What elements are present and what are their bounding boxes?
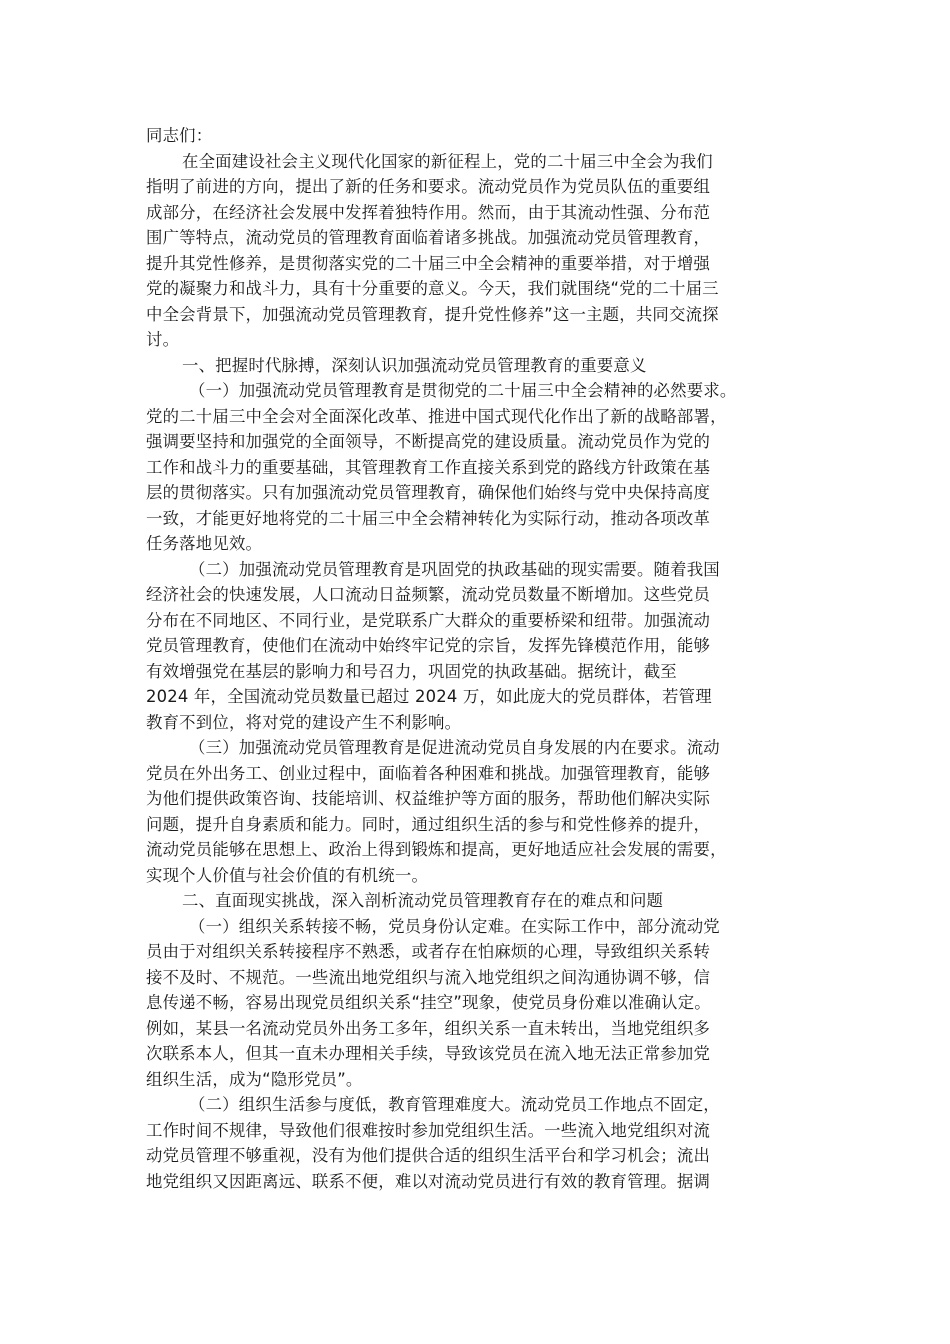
text-line: 流动党员能够在思想上、政治上得到锻炼和提高，更好地适应社会发展的需要， <box>146 840 727 859</box>
text-line: 围广等特点，流动党员的管理教育面临着诸多挑战。加强流动党员管理教育， <box>146 228 711 247</box>
text-line: 次联系本人，但其一直未办理相关手续，导致该党员在流入地无法正常参加党 <box>146 1044 711 1063</box>
text-line: 例如，某县一名流动党员外出务工多年，组织关系一直未转出，当地党组织多 <box>146 1018 711 1038</box>
text-line: 中全会背景下，加强流动党员管理教育，提升党性修养”这一主题，共同交流探 <box>146 304 719 324</box>
text-line: 提升其党性修养，是贯彻落实党的二十届三中全会精神的重要举措，对于增强 <box>146 253 711 273</box>
text-line: 党员在外出务工、创业过程中，面临着各种困难和挑战。加强管理教育，能够 <box>146 763 711 783</box>
text-line: 动党员管理不够重视，没有为他们提供合适的组织生活平台和学习机会；流出 <box>146 1146 711 1165</box>
text-line: 分布在不同地区、不同行业，是党联系广大群众的重要桥梁和纽带。加强流动 <box>146 610 711 630</box>
text-line: 一、把握时代脉搏，深刻认识加强流动党员管理教育的重要意义 <box>182 355 647 375</box>
text-line: 教育不到位，将对党的建设产生不利影响。 <box>146 712 462 732</box>
text-line: 组织生活，成为“隐形党员”。 <box>146 1069 363 1089</box>
text-line: 在全面建设社会主义现代化国家的新征程上，党的二十届三中全会为我们 <box>182 151 713 171</box>
text-line: 党员管理教育，使他们在流动中始终牢记党的宗旨，发挥先锋模范作用，能够 <box>146 636 711 655</box>
text-line: 问题，提升自身素质和能力。同时，通过组织生活的参与和党性修养的提升， <box>146 814 711 834</box>
text-line: （一）组织关系转接不畅，党员身份认定难。在实际工作中，部分流动党 <box>189 916 720 936</box>
text-line: 任务落地见效。 <box>146 534 263 553</box>
text-line: 强调要坚持和加强党的全面领导，不断提高党的建设质量。流动党员作为党的 <box>146 432 711 451</box>
document-body <box>146 123 816 1194</box>
text-line: 党的二十届三中全会对全面深化改革、推进中国式现代化作出了新的战略部署， <box>146 406 727 426</box>
text-line: 层的贯彻落实。只有加强流动党员管理教育，确保他们始终与党中央保持高度 <box>146 483 711 502</box>
text-line: 员由于对组织关系转接程序不熟悉，或者存在怕麻烦的心理，导致组织关系转 <box>146 942 711 961</box>
text-line: （一）加强流动党员管理教育是贯彻党的二十届三中全会精神的必然要求。 <box>189 381 737 400</box>
text-line: 经济社会的快速发展，人口流动日益频繁，流动党员数量不断增加。这些党员 <box>146 585 711 604</box>
text-line: 一致，才能更好地将党的二十届三中全会精神转化为实际行动，推动各项改革 <box>146 508 711 528</box>
text-line: （三）加强流动党员管理教育是促进流动党员自身发展的内在要求。流动 <box>189 738 720 757</box>
text-line: （二）加强流动党员管理教育是巩固党的执政基础的现实需要。随着我国 <box>189 559 720 579</box>
text-line: 党的凝聚力和战斗力，具有十分重要的意义。今天，我们就围绕“党的二十届三 <box>146 279 719 298</box>
text-line: 2024 年，全国流动党员数量已超过 2024 万，如此庞大的党员群体，若管理 <box>146 687 712 706</box>
text-line: 讨。 <box>146 330 180 349</box>
text-line: 息传递不畅，容易出现党员组织关系“挂空”现象，使党员身份难以准确认定。 <box>146 993 711 1012</box>
text-line: 同志们： <box>146 126 213 145</box>
text-line: 指明了前进的方向，提出了新的任务和要求。流动党员作为党员队伍的重要组 <box>146 177 711 196</box>
text-line: 有效增强党在基层的影响力和号召力，巩固党的执政基础。据统计，截至 <box>146 661 677 681</box>
text-line: 二、直面现实挑战，深入剖析流动党员管理教育存在的难点和问题 <box>182 891 664 910</box>
text-line: 成部分，在经济社会发展中发挥着独特作用。然而，由于其流动性强、分布范 <box>146 202 711 222</box>
text-line: 实现个人价值与社会价值的有机统一。 <box>146 865 429 885</box>
text-line: 地党组织又因距离远、联系不便，难以对流动党员进行有效的教育管理。据调 <box>146 1171 711 1191</box>
text-line: 接不及时、不规范。一些流出地党组织与流入地党组织之间沟通协调不够，信 <box>146 967 711 987</box>
text-line: 工作时间不规律，导致他们很难按时参加党组织生活。一些流入地党组织对流 <box>146 1120 711 1140</box>
text-line: （二）组织生活参与度低，教育管理难度大。流动党员工作地点不固定， <box>189 1095 720 1114</box>
text-line: 为他们提供政策咨询、技能培训、权益维护等方面的服务，帮助他们解决实际 <box>146 789 711 808</box>
text-line: 工作和战斗力的重要基础，其管理教育工作直接关系到党的路线方针政策在基 <box>146 457 711 477</box>
